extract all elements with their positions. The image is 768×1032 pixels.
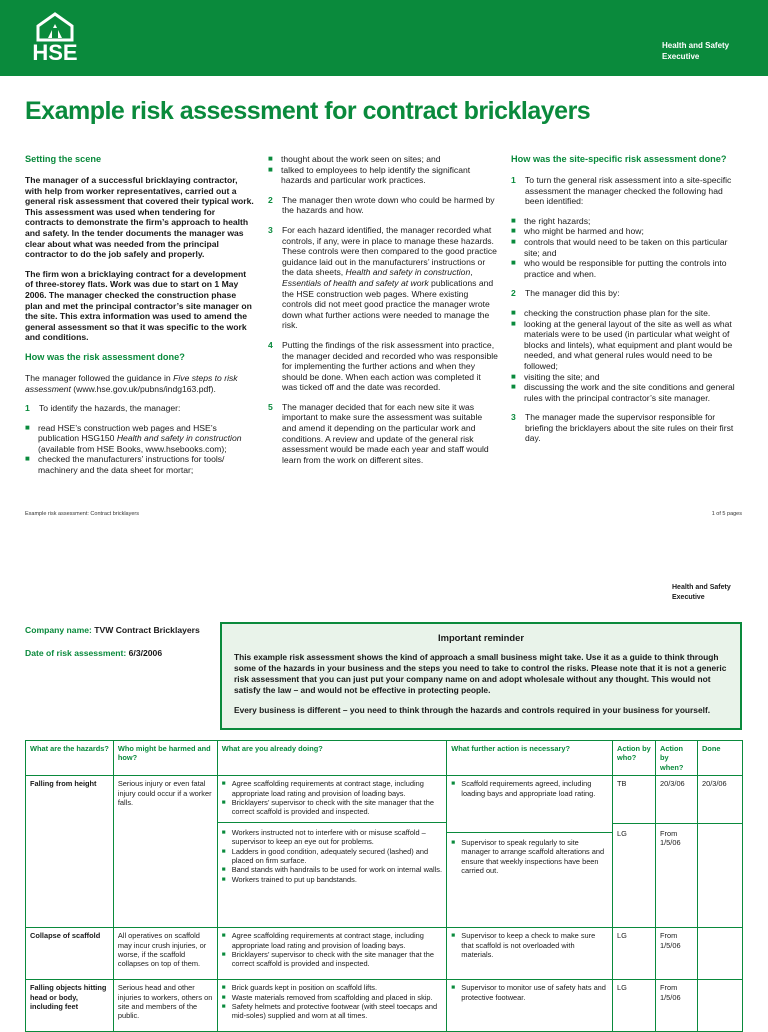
company-info <box>25 624 200 659</box>
table-row <box>26 776 743 928</box>
numbered-item: 3 The manager made the supervisor responsible for briefing the bricklayers about the site rules on their first day. <box>511 412 734 444</box>
bullet-list <box>25 423 255 476</box>
further-action-cell: ■ Scaffold requirements agreed, including loading bays and appropriate load rating. ■ Supervisor to speak regularly to site manager to arrange scaffold alterations and ensure that weekly inspections have been carried out. <box>447 776 613 928</box>
table-row <box>26 928 743 980</box>
already-doing-cell: ■ Agree scaffolding requirements at contract stage, including appropriate load rating and provision of loading bays. ■ Bricklayers’ supervisor to check with the site manager that the correct scaffold is provided and inspected. <box>217 928 447 980</box>
list-item: ■ who would be responsible for putting the controls into practice and when. <box>511 258 727 279</box>
bullet-icon: ■ <box>511 371 516 381</box>
bullet-icon: ■ <box>268 164 273 174</box>
paragraph: The firm won a bricklaying contract for a development of three-storey flats. Work was due to start on 1 May 2006. The manager checked the construction phase plan and met the principal contractor’s site manager on the site. This extra information was used to amend the general assessment so that it was specific to the work and conditions. <box>25 268 252 343</box>
bullet-list <box>511 308 743 403</box>
page-title: Example risk assessment for contract bricklayers <box>25 97 591 125</box>
paragraph: The manager followed the guidance in Five steps to risk assessment (www.hse.gov.uk/pubns/indg163.pdf). <box>25 372 238 394</box>
numbered-item: 5 The manager decided that for each new site it was important to make sure the assessment was suitable and amend it depending on the particular work and conditions. A review and update of the general risk assessment would be made each year and staff would learn from the work on different sites. <box>268 401 489 465</box>
list-item: ■ discussing the work and the site conditions and general rules with the principal contractor’s site manager. <box>511 382 735 403</box>
column-header: Who might be harmed and how? <box>113 741 217 776</box>
reminder-title: Important reminder <box>438 632 524 643</box>
footer-page-count: 1 of 5 pages <box>711 511 742 517</box>
hazard-cell: Falling objects hitting head or body, including feet <box>26 980 114 1032</box>
bullet-icon: ■ <box>221 1003 226 1011</box>
numbered-item: 1 To turn the general risk assessment into a site-specific assessment the manager checked the following had been identified: <box>511 175 732 207</box>
bullet-icon: ■ <box>221 866 226 874</box>
list-item: ■ thought about the work seen on sites; and <box>268 154 441 164</box>
important-reminder-box <box>220 622 742 730</box>
bullet-icon: ■ <box>25 422 30 432</box>
list-item: ■ looking at the general layout of the site as well as what materials were to be used (in particular what weight of blocks and lintels), what equipment and plant would be needed, and what general rules would need to be followed; <box>511 318 733 371</box>
bullet-icon: ■ <box>268 154 273 163</box>
numbered-item: 1 To identify the hazards, the manager: <box>25 403 181 414</box>
action-by-who-cell: LG <box>613 928 656 980</box>
column-header: What are you already doing? <box>217 741 447 776</box>
bullet-icon: ■ <box>511 215 516 225</box>
bullet-icon: ■ <box>451 839 456 847</box>
bullet-icon: ■ <box>511 318 516 328</box>
bullet-icon: ■ <box>221 780 226 788</box>
already-doing-cell: ■ Brick guards kept in position on scaffold lifts. ■ Waste materials removed from scaffolding and placed in skip. ■ Safety helmets and protective footwear (with steel toecaps and mid-soles) supplied and worn at all times. <box>217 980 447 1032</box>
bullet-icon: ■ <box>511 236 516 246</box>
list-item: ■ read HSE’s construction web pages and HSE’s publication HSG150 Health and safety in construction (available from HSE Books, www.hsebooks.com); <box>25 422 242 454</box>
paragraph: The manager of a successful bricklaying contractor, with help from worker representatives, carried out a general risk assessment that covered their typical work. This assessment was used when tendering for contracts to demonstrate the firm’s approach to health and safety. In the tender documents the manager was clear about what was needed from the principal contractor to do the job safely and properly. <box>25 175 254 260</box>
numbered-item: 4 Putting the findings of the risk assessment into practice, the manager decided and recorded who was responsible for implementing the further actions and when they should be done. When each action was completed it was ticked off and the date was recorded. <box>268 339 498 393</box>
hazard-cell: Collapse of scaffold <box>26 928 114 980</box>
bullet-icon: ■ <box>221 993 226 1001</box>
done-cell: 20/3/06 <box>697 776 742 928</box>
heading-setting-scene: Setting the scene <box>25 154 102 164</box>
action-by-who-cell: LG <box>613 980 656 1032</box>
column-2 <box>268 154 498 474</box>
action-by-when-cell: From 1/5/06 <box>656 928 698 980</box>
footer-left: Example risk assessment: Contract bricklayers <box>25 511 140 517</box>
reminder-text: This example risk assessment shows the kind of approach a small business might take. Use it as a guide to think through some of the hazards in your business and the steps you need to take to control the risks. Please note that it is not a generic risk assessment that you can just put your company name on and adopt wholesale without any thought. This would not satisfy the law – and would not be effective in protecting people. <box>234 652 727 695</box>
bullet-icon: ■ <box>221 951 226 959</box>
bullet-icon: ■ <box>221 799 226 807</box>
bullet-icon: ■ <box>221 932 226 940</box>
bullet-icon: ■ <box>511 258 516 268</box>
org-name-page2: Health and Safety Executive <box>672 584 731 601</box>
numbered-item: 2 The manager did this by: <box>511 288 620 299</box>
company-name: Company name: TVW Contract Bricklayers <box>25 625 200 635</box>
column-header: Done <box>697 741 742 776</box>
bullet-icon: ■ <box>451 780 456 788</box>
list-item: ■ the right hazards; <box>511 215 591 226</box>
further-action-cell: ■ Supervisor to monitor use of safety hats and protective footwear. <box>447 980 613 1032</box>
reminder-text: Every business is different – you need to think through the hazards and controls required in your business for yourself. <box>234 705 711 715</box>
bullet-list <box>511 216 743 280</box>
bullet-list <box>268 154 498 186</box>
column-1 <box>25 154 255 485</box>
list-item: ■ visiting the site; and <box>511 371 600 382</box>
action-by-who-cell: TB LG <box>613 776 656 928</box>
already-doing-cell: ■ Agree scaffolding requirements at contract stage, including appropriate load rating and provision of loading bays. ■ Bricklayers’ supervisor to check with the site manager that the correct scaffold is provided and inspected. ■ Workers instructed not to interfere with or misuse scaffold – supervisor to keep an eye out for problems. ■ Ladders in good condition, adequately secured (lashed) and placed on firm surface. ■ Band stands with handrails to be used for work on internal walls. ■ Workers trained to put up bandstands. <box>217 776 447 928</box>
logo-text: HSE <box>32 40 78 65</box>
heading-how-done: How was the risk assessment done? <box>25 351 185 362</box>
list-item: ■ checking the construction phase plan for the site. <box>511 307 711 318</box>
action-by-when-cell: From 1/5/06 <box>656 980 698 1032</box>
bullet-icon: ■ <box>511 226 516 236</box>
bullet-icon: ■ <box>451 932 456 940</box>
table-header-row <box>26 741 743 776</box>
column-header: Action by when? <box>656 741 698 776</box>
list-item: ■ talked to employees to help identify the significant hazards and particular work practices. <box>268 164 471 186</box>
column-header: What are the hazards? <box>26 741 114 776</box>
numbered-item: 2 The manager then wrote down who could be harmed by the hazards and how. <box>268 194 495 216</box>
hse-logo-icon <box>30 12 80 42</box>
assessment-date: Date of risk assessment: 6/3/2006 <box>25 648 163 658</box>
who-harmed-cell: All operatives on scaffold may incur crush injuries, or worse, if the scaffold collapses on top of them. <box>113 928 217 980</box>
risk-assessment-table <box>25 740 743 1032</box>
heading-site-specific: How was the site-specific risk assessment done? <box>511 154 727 164</box>
bullet-icon: ■ <box>221 875 226 883</box>
who-harmed-cell: Serious injury or even fatal injury could occur if a worker falls. <box>113 776 217 928</box>
column-3 <box>511 154 743 453</box>
bullet-icon: ■ <box>451 984 456 992</box>
header-bar <box>0 0 768 76</box>
org-name: Health and Safety Executive <box>662 41 730 61</box>
bullet-icon: ■ <box>221 847 226 855</box>
column-header: What further action is necessary? <box>447 741 613 776</box>
column-header: Action by who? <box>613 741 656 776</box>
list-item: ■ controls that would need to be taken on this particular site; and <box>511 236 728 258</box>
action-by-when-cell: 20/3/06 From 1/5/06 <box>656 776 698 928</box>
bullet-icon: ■ <box>511 307 516 317</box>
who-harmed-cell: Serious head and other injuries to workers, others on site and members of the public. <box>113 980 217 1032</box>
further-action-cell: ■ Supervisor to keep a check to make sure that scaffold is not overloaded with materials. <box>447 928 613 980</box>
numbered-item: 3 For each hazard identified, the manager recorded what controls, if any, were in place to manage these hazards. These controls were then compared to the good practice guidance laid out in the manufacturers’ instructions or the data sheets, Health and safety in construction, Essentials of health and safety at work publications and the HSE construction web pages. Where existing controls did not meet good practice the manager wrote down what further actions were needed to manage the risk. <box>268 224 497 331</box>
bullet-icon: ■ <box>221 828 226 836</box>
list-item: ■ checked the manufacturers’ instructions for tools/ machinery and the data sheet for mortar; <box>25 454 225 476</box>
bullet-icon: ■ <box>221 984 226 992</box>
hazard-cell: Falling from height <box>26 776 114 928</box>
hse-logo <box>30 12 80 65</box>
bullet-icon: ■ <box>511 382 516 392</box>
done-cell <box>697 928 742 980</box>
list-item: ■ who might be harmed and how; <box>511 226 644 237</box>
bullet-icon: ■ <box>25 454 30 464</box>
